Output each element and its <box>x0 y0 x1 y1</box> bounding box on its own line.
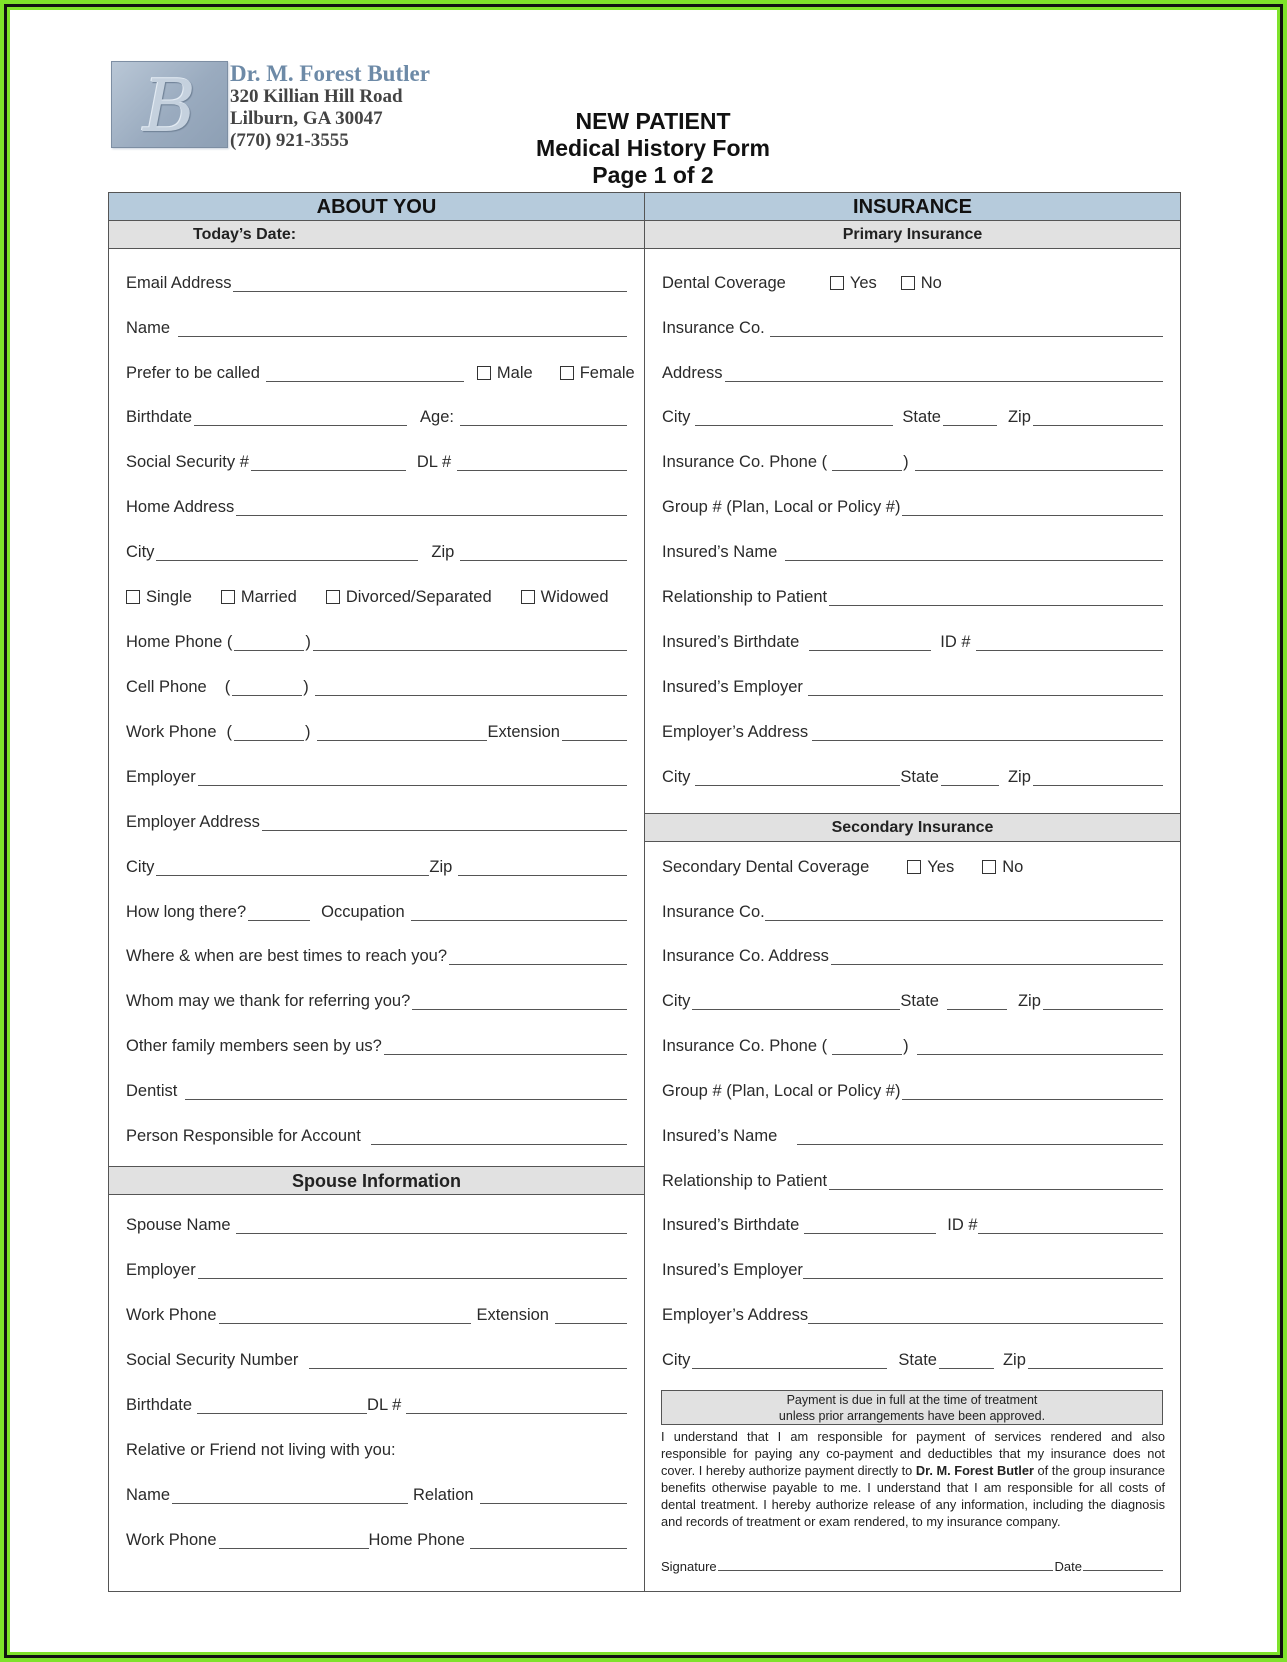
primary-id-field[interactable] <box>976 632 1163 651</box>
secondary-employer-zip-field[interactable] <box>1028 1350 1163 1369</box>
primary-insured-name-row: Insured’s Name <box>662 540 1164 564</box>
yes-checkbox[interactable] <box>830 276 844 290</box>
secondary-insurance-header: Secondary Insurance <box>645 813 1180 842</box>
secondary-ins-address-field[interactable] <box>831 946 1163 965</box>
todays-date-bar <box>109 221 644 249</box>
name-row: Name <box>126 316 628 340</box>
secondary-city-row: City State Zip <box>662 989 1164 1013</box>
married-option[interactable]: Married <box>221 585 297 609</box>
relative-home-phone-field[interactable] <box>470 1530 627 1549</box>
dentist-row: Dentist <box>126 1079 628 1103</box>
secondary-employer-address-row: Employer’s Address <box>662 1303 1164 1327</box>
home-phone-row: Home Phone ( ) <box>126 630 628 654</box>
cell-phone-area-code[interactable] <box>232 677 302 696</box>
form-page <box>10 10 1277 1652</box>
responsible-field[interactable] <box>371 1126 627 1145</box>
employer-row: Employer <box>126 765 628 789</box>
referring-row: Whom may we thank for referring you? <box>126 989 628 1013</box>
primary-ins-phone-area[interactable] <box>832 452 902 471</box>
family-row: Other family members seen by us? <box>126 1034 628 1058</box>
employer-zip-field[interactable] <box>458 857 627 876</box>
how-long-row: How long there? Occupation <box>126 900 628 924</box>
spouse-employer-row: Employer <box>126 1258 628 1282</box>
birthdate-row: Birthdate Age: <box>126 405 628 429</box>
signature-row: Signature Date <box>661 1554 1165 1574</box>
secondary-relationship-field[interactable] <box>829 1171 1163 1190</box>
secondary-city-field[interactable] <box>692 991 900 1010</box>
spouse-employer-field[interactable] <box>198 1260 627 1279</box>
secondary-employer-address-field[interactable] <box>808 1305 1163 1324</box>
work-phone-area-code[interactable] <box>234 722 304 741</box>
secondary-ins-co-row: Insurance Co. <box>662 900 1164 924</box>
single-option[interactable]: Single <box>126 585 192 609</box>
insurance-header: INSURANCE <box>645 193 1180 221</box>
primary-ins-phone-row: Insurance Co. Phone ( ) <box>662 450 1164 474</box>
spouse-work-phone-row: Work Phone Extension <box>126 1303 628 1327</box>
divorced-option[interactable]: Divorced/Separated <box>326 585 492 609</box>
title-line-2: Medical History Form <box>536 135 770 161</box>
dental-coverage-yes[interactable]: Yes <box>830 271 877 295</box>
primary-employer-city-field[interactable] <box>695 767 900 786</box>
clinic-info <box>230 62 430 152</box>
spouse-info-header: Spouse Information <box>109 1166 644 1195</box>
spouse-name-field[interactable] <box>236 1215 627 1234</box>
primary-employer-address-field[interactable] <box>812 722 1163 741</box>
secondary-zip-field[interactable] <box>1043 991 1163 1010</box>
secondary-insured-name-row: Insured’s Name <box>662 1124 1164 1148</box>
secondary-ins-phone-field[interactable] <box>917 1036 1163 1055</box>
spouse-extension-field[interactable] <box>555 1305 627 1324</box>
primary-address-row: Address <box>662 361 1164 385</box>
spouse-dl-field[interactable] <box>406 1395 627 1414</box>
spouse-birthdate-field[interactable] <box>197 1395 367 1414</box>
email-row: Email Address <box>126 271 628 295</box>
male-checkbox[interactable] <box>477 366 491 380</box>
secondary-insured-birthdate-field[interactable] <box>804 1215 936 1234</box>
primary-insurance-header: Primary Insurance <box>645 221 1180 249</box>
form-title <box>470 108 836 189</box>
primary-relationship-field[interactable] <box>829 587 1163 606</box>
primary-insured-employer-field[interactable] <box>808 677 1163 696</box>
dentist-field[interactable] <box>185 1081 627 1100</box>
relative-phone-row: Work Phone Home Phone <box>126 1528 628 1552</box>
secondary-state-field[interactable] <box>947 991 1007 1010</box>
secondary-group-row: Group # (Plan, Local or Policy #) <box>662 1079 1164 1103</box>
primary-insured-birthdate-row: Insured’s Birthdate ID # <box>662 630 1164 654</box>
responsible-row: Person Responsible for Account <box>126 1124 628 1148</box>
secondary-relationship-row: Relationship to Patient <box>662 1169 1164 1193</box>
ssn-row: Social Security # DL # <box>126 450 628 474</box>
male-option[interactable]: Male <box>477 361 533 385</box>
secondary-employer-city-field[interactable] <box>692 1350 887 1369</box>
no-checkbox[interactable] <box>901 276 915 290</box>
home-phone-field[interactable] <box>313 632 627 651</box>
employer-field[interactable] <box>198 767 627 786</box>
work-phone-row: Work Phone ( ) Extension <box>126 720 628 744</box>
authorization-text: I understand that I am responsible for payment of services rendered and also responsible for paying any co-payment and deductibles that my insurance does not cover. I hereby authorize payment directly to Dr. M. Forest Butler of the group insurance benefits otherwise payable to me. I understand that I am responsible for all costs of dental treatment. I hereby authorize release of any information, including the diagnosis and records of treatment or exam rendered, to my insurance company. <box>661 1429 1165 1529</box>
secondary-ins-phone-row: Insurance Co. Phone ( ) <box>662 1034 1164 1058</box>
prefer-row: Prefer to be called Male Female <box>126 361 628 385</box>
secondary-coverage-row: Secondary Dental Coverage Yes No <box>662 855 1164 879</box>
spouse-name-row: Spouse Name <box>126 1213 628 1237</box>
form-table <box>108 192 1181 1592</box>
clinic-address-1: 320 Killian Hill Road <box>230 86 403 107</box>
primary-employer-city-row: City State Zip <box>662 765 1164 789</box>
spouse-ssn-field[interactable] <box>309 1350 627 1369</box>
prefer-field[interactable] <box>266 363 464 382</box>
secondary-employer-city-row: City State Zip <box>662 1348 1164 1372</box>
primary-city-field[interactable] <box>695 407 893 426</box>
work-phone-field[interactable] <box>317 722 487 741</box>
dl-field[interactable] <box>457 452 627 471</box>
widowed-option[interactable]: Widowed <box>521 585 609 609</box>
primary-employer-zip-field[interactable] <box>1033 767 1163 786</box>
clinic-phone: (770) 921-3555 <box>230 130 349 151</box>
clinic-logo <box>111 61 228 148</box>
secondary-insured-employer-field[interactable] <box>803 1260 1163 1279</box>
dental-coverage-row: Dental Coverage Yes No <box>662 271 1164 295</box>
home-phone-area-code[interactable] <box>234 632 304 651</box>
primary-ins-co-field[interactable] <box>770 318 1163 337</box>
notice-line-1: Payment is due in full at the time of treatment <box>786 1393 1038 1407</box>
zip-field[interactable] <box>460 542 627 561</box>
secondary-ins-address-row: Insurance Co. Address <box>662 944 1164 968</box>
birthdate-field[interactable] <box>194 407 407 426</box>
family-field[interactable] <box>384 1036 627 1055</box>
primary-ins-phone-field[interactable] <box>915 452 1163 471</box>
dental-coverage-no[interactable]: No <box>901 271 942 295</box>
secondary-id-field[interactable] <box>978 1215 1163 1234</box>
clinic-name: Dr. M. Forest Butler <box>230 61 430 86</box>
divorced-checkbox[interactable] <box>326 590 340 604</box>
payment-notice <box>661 1390 1163 1425</box>
work-extension-field[interactable] <box>562 722 627 741</box>
primary-state-field[interactable] <box>943 407 997 426</box>
employer-city-field[interactable] <box>156 857 429 876</box>
best-times-row: Where & when are best times to reach you? <box>126 944 628 968</box>
home-address-field[interactable] <box>236 497 627 516</box>
title-line-1: NEW PATIENT <box>575 108 731 134</box>
primary-relationship-row: Relationship to Patient <box>662 585 1164 609</box>
secondary-ins-co-field[interactable] <box>765 902 1163 921</box>
email-field[interactable] <box>233 273 627 292</box>
occupation-field[interactable] <box>411 902 627 921</box>
column-divider <box>644 193 645 1591</box>
marital-status-row <box>126 585 628 609</box>
secondary-group-field[interactable] <box>902 1081 1163 1100</box>
spouse-ssn-row: Social Security Number <box>126 1348 628 1372</box>
single-checkbox[interactable] <box>126 590 140 604</box>
secondary-coverage-no[interactable]: No <box>982 855 1023 879</box>
notice-line-2: unless prior arrangements have been approved. <box>778 1409 1046 1423</box>
title-line-3: Page 1 of 2 <box>592 162 714 188</box>
secondary-insured-birthdate-row: Insured’s Birthdate ID # <box>662 1213 1164 1237</box>
referring-field[interactable] <box>412 991 627 1010</box>
relative-work-phone-field[interactable] <box>219 1530 369 1549</box>
best-times-field[interactable] <box>449 946 627 965</box>
primary-insured-name-field[interactable] <box>785 542 1163 561</box>
relative-heading-row: Relative or Friend not living with you: <box>126 1441 396 1459</box>
primary-insured-birthdate-field[interactable] <box>809 632 931 651</box>
clinic-address-2: Lilburn, GA 30047 <box>230 108 383 129</box>
how-long-field[interactable] <box>248 902 310 921</box>
relative-name-row: Name Relation <box>126 1483 628 1507</box>
name-field[interactable] <box>178 318 627 337</box>
employer-address-row: Employer Address <box>126 810 628 834</box>
home-address-row: Home Address <box>126 495 628 519</box>
primary-group-row: Group # (Plan, Local or Policy #) <box>662 495 1164 519</box>
married-checkbox[interactable] <box>221 590 235 604</box>
monogram-b-icon: B <box>143 64 196 148</box>
doctor-name-bold: Dr. M. Forest Butler <box>915 1463 1034 1478</box>
primary-address-field[interactable] <box>725 363 1163 382</box>
age-field[interactable] <box>460 407 627 426</box>
primary-zip-field[interactable] <box>1033 407 1163 426</box>
relative-name-field[interactable] <box>172 1485 408 1504</box>
primary-insured-employer-row: Insured’s Employer <box>662 675 1164 699</box>
primary-employer-address-row: Employer’s Address <box>662 720 1164 744</box>
cell-phone-field[interactable] <box>315 677 627 696</box>
secondary-insured-employer-row: Insured’s Employer <box>662 1258 1164 1282</box>
secondary-coverage-yes[interactable]: Yes <box>907 855 954 879</box>
no-checkbox[interactable] <box>982 860 996 874</box>
spouse-work-phone-field[interactable] <box>219 1305 471 1324</box>
primary-group-field[interactable] <box>902 497 1163 516</box>
primary-ins-co-row: Insurance Co. <box>662 316 1164 340</box>
about-you-header: ABOUT YOU <box>109 193 644 221</box>
secondary-ins-phone-area[interactable] <box>832 1036 902 1055</box>
cell-phone-row: Cell Phone ( ) <box>126 675 628 699</box>
spouse-birthdate-row: Birthdate DL # <box>126 1393 628 1417</box>
secondary-employer-state-field[interactable] <box>939 1350 994 1369</box>
signature-date-field[interactable] <box>1083 1556 1163 1571</box>
widowed-checkbox[interactable] <box>521 590 535 604</box>
female-option[interactable]: Female <box>560 361 635 385</box>
todays-date-label: Today’s Date: <box>193 226 297 243</box>
employer-address-field[interactable] <box>262 812 627 831</box>
city-field[interactable] <box>156 542 418 561</box>
signature-field[interactable] <box>718 1556 1053 1571</box>
ssn-field[interactable] <box>251 452 406 471</box>
city-zip-row: City Zip <box>126 540 628 564</box>
relative-relation-field[interactable] <box>480 1485 627 1504</box>
primary-employer-state-field[interactable] <box>941 767 999 786</box>
female-checkbox[interactable] <box>560 366 574 380</box>
primary-city-row: City State Zip <box>662 405 1164 429</box>
employer-city-row: City Zip <box>126 855 628 879</box>
yes-checkbox[interactable] <box>907 860 921 874</box>
secondary-insured-name-field[interactable] <box>797 1126 1163 1145</box>
